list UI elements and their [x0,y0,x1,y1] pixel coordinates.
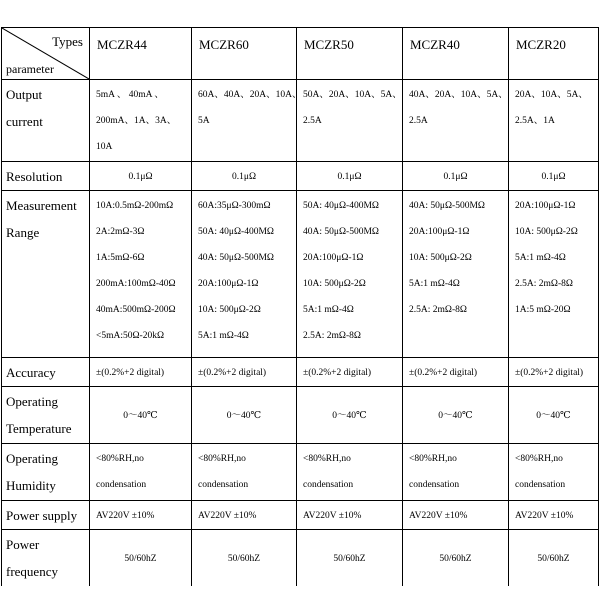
measurement-range-cell-mczr40: 40A: 50μΩ-500MΩ 20A:100μΩ-1Ω 10A: 500μΩ-2Ω 5A:1 mΩ-4Ω 2.5A: 2mΩ-8Ω [403,191,509,358]
power-supply-cell-mczr20: AV220V ±10% [509,501,599,530]
output-current-cell-mczr40: 40A、20A、10A、5A、 2.5A [403,80,509,162]
frequency-cell-mczr20: 50/60hZ [509,530,599,587]
measurement-range-cell-mczr60: 60A:35μΩ-300mΩ 50A: 40μΩ-400MΩ 40A: 50μΩ-500MΩ 20A:100μΩ-1Ω 10A: 500μΩ-2Ω 5A:1 mΩ-4Ω [192,191,297,358]
types-label: Types [52,34,83,49]
output-current-cell-mczr60: 60A、40A、20A、10A、 5A [192,80,297,162]
resolution-cell-mczr44: 0.1μΩ [90,162,192,191]
model-header-mczr20: MCZR20 [509,28,599,80]
output-current-cell-mczr50: 50A、20A、10A、5A、 2.5A [297,80,403,162]
power-frequency-row [2,530,599,587]
humidity-cell-mczr50: <80%RH,no condensation [297,444,403,501]
measurement-range-cell-mczr20: 20A:100μΩ-1Ω 10A: 500μΩ-2Ω 5A:1 mΩ-4Ω 2.5A: 2mΩ-8Ω 1A:5 mΩ-20Ω [509,191,599,358]
resolution-row [2,162,599,191]
measurement-range-row [2,191,599,358]
measurement-range-cell-mczr44: 10A:0.5mΩ-200mΩ 2A:2mΩ-3Ω 1A:5mΩ-6Ω 200mA:100mΩ-40Ω 40mA:500mΩ-200Ω <5mA:50Ω-20kΩ [90,191,192,358]
operating-temperature-row [2,387,599,444]
resolution-cell-mczr40: 0.1μΩ [403,162,509,191]
output-current-cell-mczr44: 5mA 、 40mA 、 200mA、1A、3A、 10A [90,80,192,162]
types-parameter-corner [2,28,90,80]
output-current-cell-mczr20: 20A、10A、5A、 2.5A、1A [509,80,599,162]
power-supply-cell-mczr50: AV220V ±10% [297,501,403,530]
humidity-cell-mczr60: <80%RH,no condensation [192,444,297,501]
accuracy-cell-mczr40: ±(0.2%+2 digital) [403,358,509,387]
temperature-cell-mczr60: 0～40℃ [192,387,297,444]
accuracy-row [2,358,599,387]
row-label-power-supply: Power supply [2,501,90,530]
temperature-cell-mczr44: 0～40℃ [90,387,192,444]
frequency-cell-mczr40: 50/60hZ [403,530,509,587]
accuracy-cell-mczr60: ±(0.2%+2 digital) [192,358,297,387]
model-header-mczr44: MCZR44 [90,28,192,80]
power-supply-cell-mczr44: AV220V ±10% [90,501,192,530]
frequency-cell-mczr44: 50/60hZ [90,530,192,587]
accuracy-cell-mczr50: ±(0.2%+2 digital) [297,358,403,387]
model-header-mczr60: MCZR60 [192,28,297,80]
humidity-cell-mczr44: <80%RH,no condensation [90,444,192,501]
humidity-cell-mczr40: <80%RH,no condensation [403,444,509,501]
spec-table [1,27,599,586]
row-label-output-current: Output current [2,80,90,162]
header-row [2,28,599,80]
power-supply-row [2,501,599,530]
output-current-row [2,80,599,162]
power-supply-cell-mczr60: AV220V ±10% [192,501,297,530]
humidity-cell-mczr20: <80%RH,no condensation [509,444,599,501]
resolution-cell-mczr50: 0.1μΩ [297,162,403,191]
operating-humidity-row [2,444,599,501]
row-label-operating-temperature: Operating Temperature [2,387,90,444]
frequency-cell-mczr50: 50/60hZ [297,530,403,587]
row-label-accuracy: Accuracy [2,358,90,387]
row-label-operating-humidity: Operating Humidity [2,444,90,501]
temperature-cell-mczr50: 0～40℃ [297,387,403,444]
power-supply-cell-mczr40: AV220V ±10% [403,501,509,530]
model-header-mczr40: MCZR40 [403,28,509,80]
accuracy-cell-mczr20: ±(0.2%+2 digital) [509,358,599,387]
temperature-cell-mczr40: 0～40℃ [403,387,509,444]
parameter-label: parameter [6,62,54,76]
measurement-range-cell-mczr50: 50A: 40μΩ-400MΩ 40A: 50μΩ-500MΩ 20A:100μΩ-1Ω 10A: 500μΩ-2Ω 5A:1 mΩ-4Ω 2.5A: 2mΩ-8Ω [297,191,403,358]
accuracy-cell-mczr44: ±(0.2%+2 digital) [90,358,192,387]
temperature-cell-mczr20: 0～40℃ [509,387,599,444]
row-label-power-frequency: Power frequency [2,530,90,587]
row-label-measurement-range: Measurement Range [2,191,90,358]
row-label-resolution: Resolution [2,162,90,191]
resolution-cell-mczr20: 0.1μΩ [509,162,599,191]
frequency-cell-mczr60: 50/60hZ [192,530,297,587]
model-header-mczr50: MCZR50 [297,28,403,80]
resolution-cell-mczr60: 0.1μΩ [192,162,297,191]
